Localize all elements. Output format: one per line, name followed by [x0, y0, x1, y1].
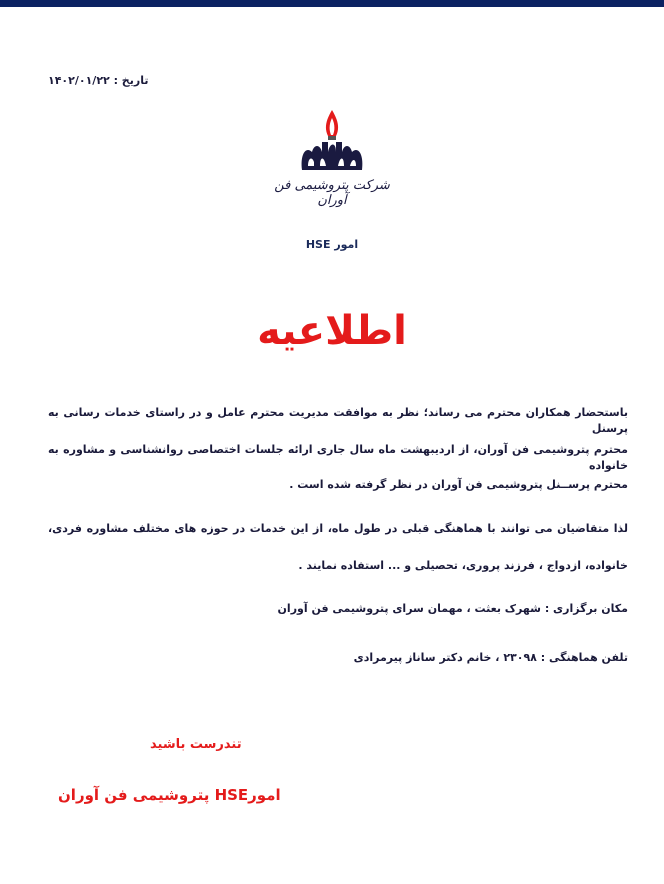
paragraph1-line: محترم پرســنل پتروشیمی فن آوران در نظر گرفته شده است .: [289, 478, 628, 491]
paragraph1-line: باستحضار همکاران محترم می رساند؛ نظر به موافقت مدیریت محترم عامل و در راستای خدمات رسانی به پرسنل: [48, 406, 628, 435]
phone-text: تلفن هماهنگی : ۲۳۰۹۸ ، خانم دکتر ساناز پیرمرادی: [353, 651, 628, 664]
location-text: مکان برگزاری : شهرک بعثت ، مهمان سرای پتروشیمی فن آوران: [277, 602, 628, 615]
logo-company-name: شرکت پتروشیمی فن آوران: [274, 178, 390, 208]
signature-text: امورHSE پتروشیمی فن آوران: [58, 786, 281, 804]
paragraph2-line: خانواده، ازدواج ، فرزند پروری، تحصیلی و ... استفاده نمایند .: [298, 559, 628, 572]
company-logo: [262, 108, 402, 213]
page-title: اطلاعیه: [257, 308, 407, 354]
department-label: امور HSE: [305, 238, 359, 251]
paragraph2-line: لذا متقاضیان می توانند با هماهنگی قبلی در طول ماه، از این خدمات در حوزه های مختلف مشاوره فردی،: [48, 522, 628, 535]
paragraph1-line: محترم پتروشیمی فن آوران، از اردیبهشت ماه سال جاری ارائه جلسات اختصاصی روانشناسی و مشاوره به خانواده: [48, 443, 628, 472]
date-label: تاریخ : ۱۴۰۲/۰۱/۲۲: [48, 74, 149, 87]
flame-logo-icon: [262, 108, 402, 178]
greeting-text: تندرست باشید: [150, 737, 242, 752]
top-border-bar: [0, 0, 664, 7]
